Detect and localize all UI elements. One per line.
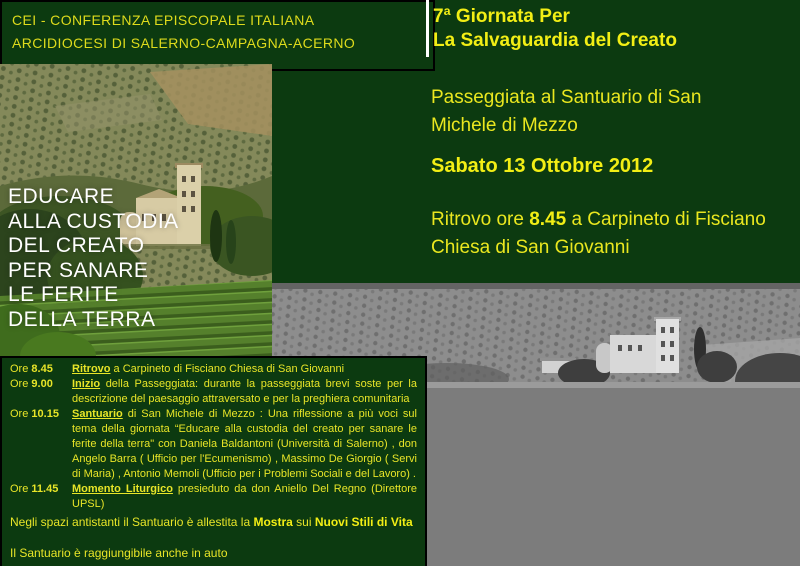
- schedule-text: della Passeggiata: durante la passeggiata brevi soste per la descrizione del paesaggio attraversato e per la preghiera comunitaria: [72, 378, 417, 405]
- schedule-keyword: Ritrovo: [72, 363, 111, 375]
- note-pre: Negli spazi antistanti il Santuario è allestita la: [10, 515, 254, 529]
- schedule-text: presieduto da don Aniello Del Regno (Direttore UPSL): [72, 483, 417, 510]
- schedule-row-845: [2, 362, 425, 377]
- note-mostra: [10, 515, 415, 529]
- schedule-text: a Carpineto di Fisciano Chiesa di San Giovanni: [110, 363, 345, 375]
- event-date: Sabato 13 Ottobre 2012: [431, 155, 654, 177]
- offices-panel: [427, 388, 800, 566]
- meeting-info: [431, 206, 796, 262]
- title-line-2: La Salvaguardia del Creato: [433, 30, 677, 51]
- schedule-keyword: Santuario: [72, 408, 123, 420]
- title-line-1: 7ª Giornata Per: [433, 6, 570, 27]
- time-value: 8.45: [31, 363, 53, 375]
- overlay-line: ALLA CUSTODIA: [8, 209, 179, 233]
- photo-overlay-slogan: [8, 185, 179, 332]
- schedule-desc: [72, 377, 425, 407]
- schedule-desc: [72, 362, 425, 377]
- header-box: [0, 0, 435, 71]
- schedule-row-1145: [2, 482, 425, 512]
- time-value: 11.45: [31, 483, 59, 495]
- schedule-keyword: Inizio: [72, 378, 101, 390]
- note-mid: sui: [292, 515, 315, 529]
- page-title: [433, 5, 677, 53]
- walk-line-2: Michele di Mezzo: [431, 115, 578, 136]
- walk-description: [431, 84, 791, 140]
- time-label: Ore: [10, 408, 32, 420]
- meeting-line-1: [431, 206, 796, 234]
- meeting-pre: Ritrovo ore: [431, 209, 530, 230]
- schedule-keyword: Momento Liturgico: [72, 483, 173, 495]
- schedule-time: [2, 407, 72, 482]
- schedule-row-1015: [2, 407, 425, 482]
- overlay-line: PER SANARE: [8, 258, 149, 282]
- overlay-line: DEL CREATO: [8, 234, 145, 257]
- time-value: 9.00: [31, 378, 53, 390]
- color-photo-abbey: [0, 64, 272, 357]
- meeting-post: a Carpineto di Fisciano: [566, 209, 766, 230]
- time-label: Ore: [10, 363, 32, 375]
- schedule-time: [2, 482, 72, 512]
- time-label: Ore: [10, 378, 32, 390]
- walk-line-1: Passeggiata al Santuario di San: [431, 87, 702, 108]
- note-bold-stili: Nuovi Stili di Vita: [314, 515, 413, 529]
- overlay-line: DELLA TERRA: [8, 307, 156, 331]
- note-auto: Il Santuario è raggiungibile anche in auto: [10, 546, 228, 560]
- time-value: 10.15: [31, 408, 59, 420]
- header-line-2: ARCIDIOCESI DI SALERNO-CAMPAGNA-ACERNO: [12, 35, 356, 51]
- schedule-desc: [72, 482, 425, 512]
- overlay-line: LE FERITE: [8, 283, 119, 306]
- schedule-time: [2, 377, 72, 407]
- meeting-time: 8.45: [529, 209, 567, 230]
- schedule-time: [2, 362, 72, 377]
- white-divider-line: [426, 0, 429, 57]
- overlay-line: EDUCARE: [8, 185, 115, 208]
- schedule-box: [0, 356, 427, 566]
- header-line-1: CEI - CONFERENZA EPISCOPALE ITALIANA: [12, 12, 315, 28]
- schedule-text: di San Michele di Mezzo : Una riflessione a più voci sul tema della giornata “Educare alla custodia del creato per sanare le ferite della terra" con Daniela Baldantoni (Università di Salerno) , don Angelo Barra ( Ufficio per l'Ecumenismo) , Massimo De Giorgio ( Servi di Maria) , Antonio Memoli (Ufficio per i Problemi Sociali e del Lavoro) .: [72, 408, 417, 480]
- schedule-desc: [72, 407, 425, 482]
- time-label: Ore: [10, 483, 32, 495]
- meeting-line-2: Chiesa di San Giovanni: [431, 237, 630, 258]
- schedule-row-900: [2, 377, 425, 407]
- note-bold-mostra: Mostra: [253, 515, 293, 529]
